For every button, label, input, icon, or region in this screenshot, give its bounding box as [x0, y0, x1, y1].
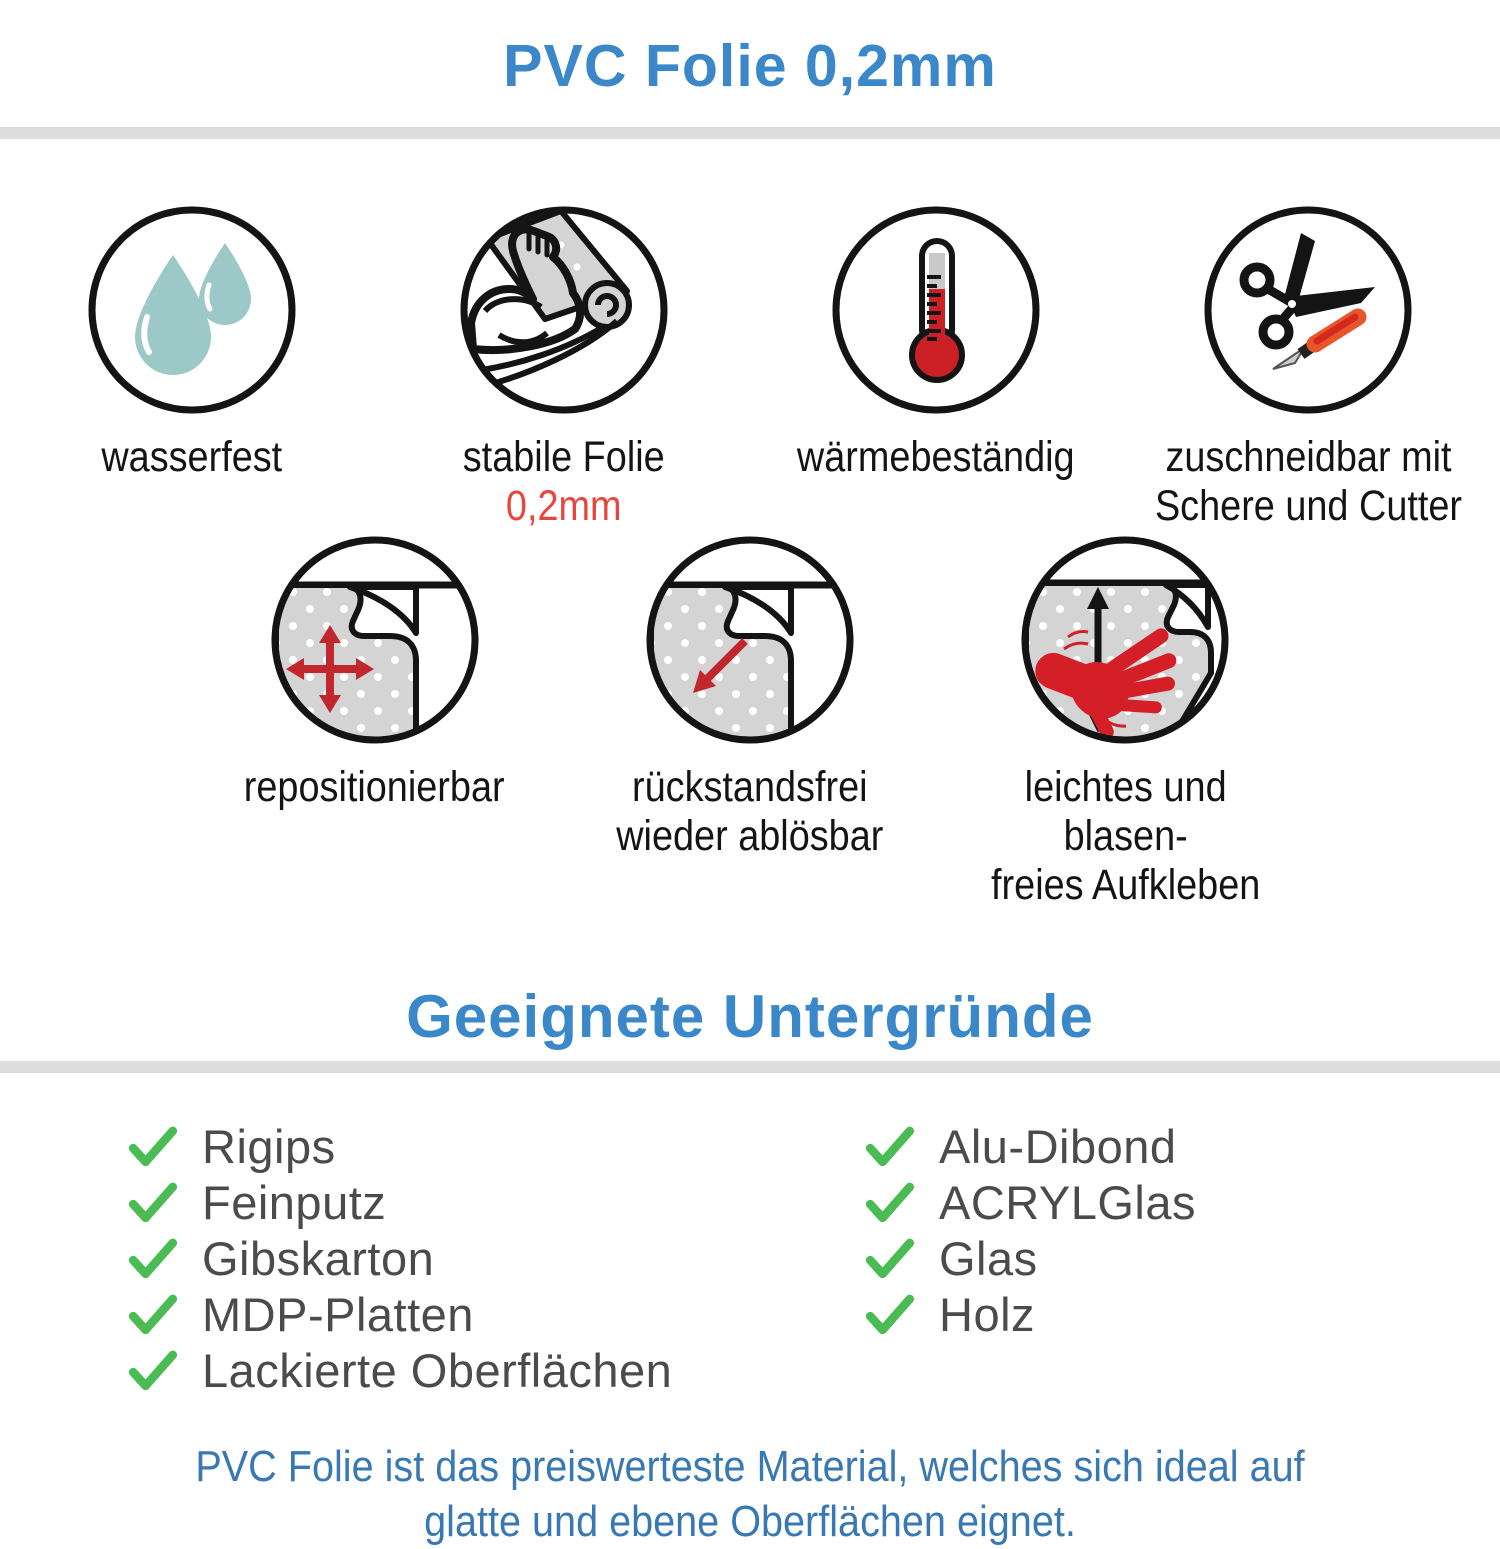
check-icon — [128, 1182, 178, 1224]
page-title: PVC Folie 0,2mm — [503, 33, 997, 99]
feature-row-1 — [0, 203, 1500, 531]
footer-line-1: PVC Folie ist das preiswerteste Material, welches sich ideal auf — [195, 1441, 1305, 1491]
list-item: Rigips — [128, 1119, 865, 1175]
feature-label: wärmebeständig — [797, 432, 1075, 481]
foil-move-arrows-icon — [268, 533, 482, 747]
list-item: MDP-Platten — [128, 1287, 865, 1343]
water-drops-icon — [85, 203, 299, 417]
feature-blasenfrei — [938, 533, 1313, 910]
list-item: ACRYLGlas — [865, 1175, 1500, 1231]
feature-repositionierbar — [187, 533, 562, 910]
thermometer-icon — [829, 203, 1043, 417]
check-icon — [128, 1350, 178, 1392]
check-icon — [865, 1182, 915, 1224]
feature-row-2 — [0, 533, 1500, 910]
feature-wasserfest — [6, 203, 378, 531]
section-title-untergruende: Geeignete Untergründe — [406, 982, 1094, 1050]
footer-note — [0, 1439, 1500, 1549]
substrate-list-left — [128, 1119, 865, 1399]
feature-stabile-folie — [378, 203, 750, 531]
divider-middle — [0, 1061, 1500, 1073]
substrate-list-right — [865, 1119, 1500, 1399]
check-icon — [865, 1238, 915, 1280]
feature-label: stabile Folie 0,2mm — [463, 432, 665, 530]
footer-line-2: glatte und ebene Oberflächen eignet. — [424, 1496, 1076, 1546]
list-item: Alu-Dibond — [865, 1119, 1500, 1175]
list-item: Gibskarton — [128, 1231, 865, 1287]
check-icon — [128, 1126, 178, 1168]
feature-label: leichtes und blasen- freies Aufkleben — [990, 762, 1260, 909]
feature-label: zuschneidbar mit Schere und Cutter — [1154, 432, 1462, 530]
feature-zuschneidbar — [1122, 203, 1494, 531]
list-item: Glas — [865, 1231, 1500, 1287]
list-item: Feinputz — [128, 1175, 865, 1231]
feature-rueckstandsfrei — [562, 533, 937, 910]
check-icon — [128, 1294, 178, 1336]
feature-label: rückstandsfrei wieder ablösbar — [616, 762, 884, 860]
list-item: Lackierte Oberflächen — [128, 1343, 865, 1399]
hand-smoothing-foil-icon — [1018, 533, 1232, 747]
thickness-value: 0,2mm — [506, 481, 622, 530]
check-icon — [865, 1294, 915, 1336]
feature-label: wasserfest — [101, 432, 283, 481]
feature-label: repositionierbar — [244, 762, 506, 811]
feature-waermebestaendig — [750, 203, 1122, 531]
check-icon — [865, 1126, 915, 1168]
flexed-arm-foil-icon — [457, 203, 671, 417]
divider-top — [0, 127, 1500, 139]
scissors-cutter-icon — [1201, 203, 1415, 417]
foil-peel-arrow-icon — [643, 533, 857, 747]
substrate-checklist — [0, 1119, 1500, 1399]
list-item: Holz — [865, 1287, 1500, 1343]
check-icon — [128, 1238, 178, 1280]
